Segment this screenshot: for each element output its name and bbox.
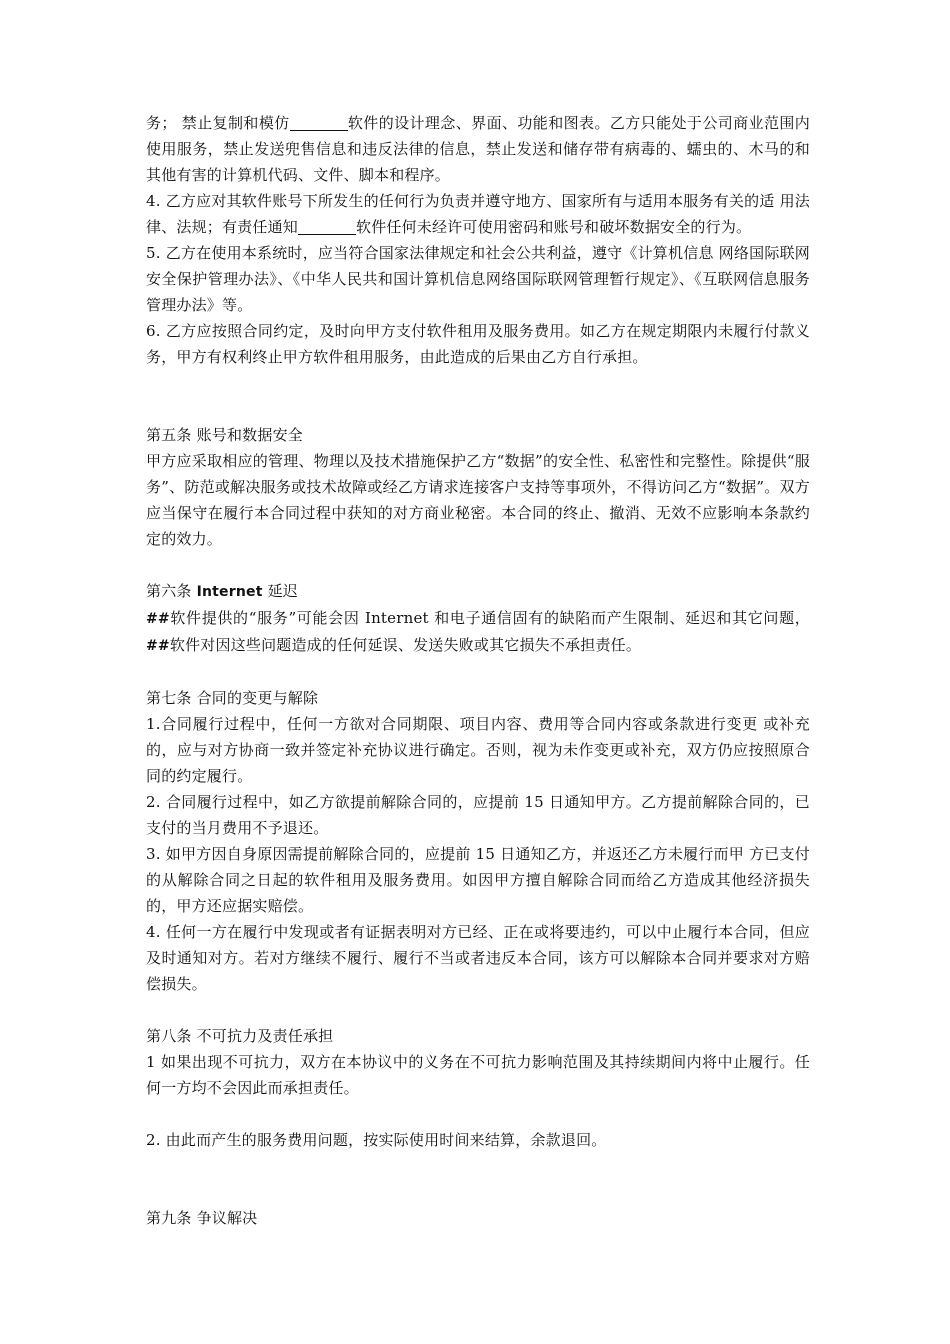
article-5-body: 甲方应采取相应的管理、物理以及技术措施保护乙方“数据”的安全性、私密性和完整性。除提供“服务”、防范或解决服务或技术故障或经乙方请求连接客户支持等事项外，不得访问乙方“数据”。双方应当保守在履行本合同过程中获知的对方商业秘密。本合同的终止、撤消、无效不应影响本条款约定的效力。 (146, 452, 810, 548)
contract-page (146, 110, 810, 1231)
article-7-heading: 第七条 合同的变更与解除 (146, 689, 319, 707)
article-6-body: ##软件提供的“服务”可能会因 Internet 和电子通信固有的缺陷而产生限制、延迟和其它问题，##软件对因这些问题造成的任何延误、发送失败或其它损失不承担责任。 (146, 609, 810, 654)
article-8-heading: 第八条 不可抗力及责任承担 (146, 1027, 334, 1045)
article-8-item: 1 如果出现不可抗力，双方在本协议中的义务在不可抗力影响范围及其持续期间内将中止履行。任何一方均不会因此而承担责任。 (146, 1053, 810, 1097)
blank-software-name (298, 217, 356, 235)
article-5-heading: 第五条 账号和数据安全 (146, 426, 303, 444)
blank-software-name (290, 113, 348, 131)
clause-3-continuation: 务； 禁止复制和模仿 软件的设计理念、界面、功能和图表。乙方只能处于公司商业范围内使用服务，禁止发送兜售信息和违反法律的信息，禁止发送和储存带有病毒的、蠕虫的、木马的和其他有害的计算机代码、文件、脚本和程序。 (146, 114, 810, 184)
clause-6: 6. 乙方应按照合同约定，及时向甲方支付软件租用及服务费用。如乙方在规定期限内未履行付款义务，甲方有权利终止甲方软件租用服务，由此造成的后果由乙方自行承担。 (146, 322, 810, 366)
article-7-item: 3. 如甲方因自身原因需提前解除合同的，应提前 15 日通知乙方，并返还乙方未履行而甲 方已支付的从解除合同之日起的软件租用及服务费用。如因甲方擅自解除合同而给乙方造成其他经济损失的，甲方还应据实赔偿。 (146, 845, 810, 915)
article-8-item: 2. 由此而产生的服务费用问题，按实际使用时间来结算，余款退回。 (146, 1131, 607, 1149)
clause-4: 4. 乙方应对其软件账号下所发生的任何行为负责并遵守地方、国家所有与适用本服务有关的适 用法律、法规；有责任通知 软件任何未经许可使用密码和账号和破坏数据安全的行为。 (146, 192, 810, 236)
clause-5: 5. 乙方在使用本系统时，应当符合国家法律规定和社会公共利益，遵守《计算机信息 网络国际联网安全保护管理办法》、《中华人民共和国计算机信息网络国际联网管理暂行规定》、《互联网信息服务管理办法》等。 (146, 244, 810, 314)
article-7-item: 1.合同履行过程中，任何一方欲对合同期限、项目内容、费用等合同内容或条款进行变更 或补充的，应与对方协商一致并签定补充协议进行确定。否则，视为未作变更或补充，双方仍应按照原合同的约定履行。 (146, 715, 810, 785)
article-6-heading: 第六条 Internet 延迟 (146, 582, 298, 600)
article-9-heading: 第九条 争议解决 (146, 1209, 258, 1227)
article-7-item: 2. 合同履行过程中，如乙方欲提前解除合同的，应提前 15 日通知甲方。乙方提前解除合同的，已支付的当月费用不予退还。 (146, 793, 810, 837)
article-7-item: 4. 任何一方在履行中发现或者有证据表明对方已经、正在或将要违约，可以中止履行本合同，但应及时通知对方。若对方继续不履行、履行不当或者违反本合同，该方可以解除本合同并要求对方赔偿损失。 (146, 923, 810, 993)
